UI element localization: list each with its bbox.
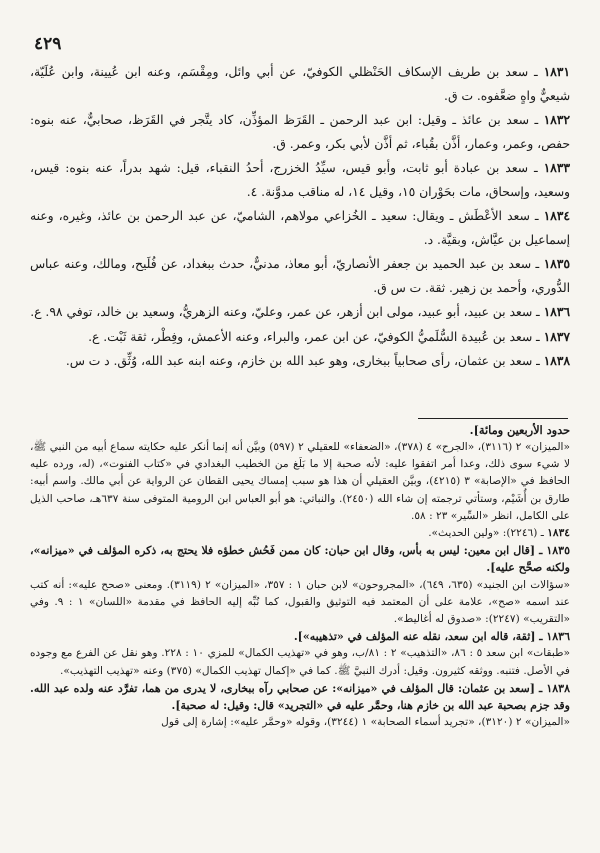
entry-text: ـ سعد بن عُبيدة السُّلَميُّ الكوفيّ، عن ابن عمر، والبراء، وعنه الأعمش، وفِطْر، ثقة ثَبْت. ع.	[88, 329, 544, 344]
entry-number: ١٨٣٢	[543, 112, 570, 127]
footnote-text: ـ [سعد بن عثمان: قال المؤلف في «ميزانه»: عن صحابي رآه ببخارى، لا يدرى من هما، تفرَّد عنه ولده عبد الله. وقد جزم بصحبة عبد الله بن خازم هنا، وحمَّر عليه في «التجريد» قال: وقيل: له صحبة].	[30, 681, 570, 713]
footnote-item	[30, 714, 570, 731]
footnote-number: ١٨٣٥	[546, 544, 570, 558]
footnote-item	[30, 645, 570, 679]
entry-number: ١٨٣٧	[543, 328, 570, 344]
footnote-text: ـ [قال ابن معين: ليس به بأس، وقال ابن حبان: كان ممن فَحُش خطؤه فلا يحتج به، ذكره المؤلف في «ميزانه»، ولكنه صحَّح عليه].	[30, 544, 570, 575]
entry-number: ١٨٣٤	[543, 208, 570, 223]
footnote-divider	[418, 418, 568, 419]
footnote-item	[30, 525, 570, 542]
footnote-heading: حدود الأربعين ومائة].	[469, 423, 570, 437]
entry-text: ـ سعد بن عبيد، أبو عبيد، مولى ابن أزهر، عن عمر، وعليّ، وعنه الزهريُّ، وسعيد بن خالد، توفي ٩٨. ع.	[30, 305, 544, 319]
entry-text: ـ سعد بن عثمان، رأى صحابياً ببخارى، وهو عبد الله بن خازم، وعنه ابنه عبد الله، وُثِّق. د ت س.	[65, 354, 544, 368]
entry-text: ـ سعد بن عائذ ـ وقيل: ابن عبد الرحمن ـ القَرَظ المؤذِّن، كاد يتَّجر في القَرَظ، صحابيٌّ، عنه بنوه: حفص، وعمر، وعمار، أذَّن بقُباء، ثم أذَّن لأبي بكر، وعمر. ق.	[30, 113, 570, 151]
footnote-item	[30, 680, 570, 714]
entry-1834	[30, 204, 570, 252]
entry-text: ـ سعد الأعْطَش ـ ويقال: سعيد ـ الخُزاعي مولاهم، الشاميّ، عن عبد الرحمن بن عائذ، وغيره، وعنه إسماعيل بن عيَّاش، وبقيَّة. د.	[30, 209, 570, 247]
footnote-number: ١٨٣٨	[546, 681, 570, 695]
entry-1836	[30, 300, 570, 325]
entry-number: ١٨٣٨	[543, 353, 570, 368]
entry-1838	[30, 349, 570, 374]
entry-1832	[30, 108, 570, 156]
footnotes	[30, 422, 570, 731]
footnote-item	[30, 542, 570, 576]
entry-number: ١٨٣٥	[543, 256, 570, 271]
footnote-text: «الميزان» ٢ (٣١٢٠)، «تجريد أسماء الصحابة» ١ (٣٢٤٤)، وقوله «وحمَّر عليه»: إشارة إلى قول	[161, 716, 570, 729]
entry-number: ١٨٣٣	[543, 160, 570, 175]
footnote-text: ـ (٢٢٤٦): «ولين الحديث».	[428, 527, 548, 540]
entry-1833	[30, 156, 570, 204]
footnote-number: ١٨٣٤	[547, 527, 570, 540]
entry-number: ١٨٣٦	[543, 304, 570, 319]
entry-1837	[30, 325, 570, 350]
footnote-text: «الميزان» ٢ (٣١١٦)، «الجرح» ٤ (٣٧٨)، «الضعفاء» للعقيلي ٢ (٥٩٧) وبيَّن أنه إنما أنكر عليه حكايته سماع أبيه من النبي ﷺ، لا شيء سوى ذلك، وعدا أمر اتفقوا عليه: لأنه صحبة إلا ما بَلَغ من الخطيب البغدادي في «كتاب الفنوت»، (له، ورده عليه الحافظ في «الإصابة» ٣ (٤٢١٥)، وبيَّن العقيلي أن هذا هو سبب إمساك يحيى القطان عن الرواية عن أبي مالك. واسم أبيه: طارق بن أُشَيْم، وستأتي ترجمته إن شاء الله (٢٤٥٠). والنباتي: هو أبو العباس ابن الرومية المتوفى سنة ٦٣٧هـ، صاحب الذيل على الكامل، انظر «السِّير» ٢٣ : ٥٨.	[30, 441, 570, 522]
footnote-item	[30, 628, 570, 645]
entry-number: ١٨٣١	[543, 64, 570, 79]
main-entries	[30, 60, 570, 374]
entry-1831	[30, 60, 570, 108]
footnote-text: ـ [ثقة، قاله ابن سعد، نقله عنه المؤلف في «تذهيبه»].	[293, 630, 547, 644]
footnote-number: ١٨٣٦	[546, 630, 570, 644]
footnote-text: «سؤالات ابن الجنيد» (٦٣٥، ٦٤٩)، «المجروحون» لابن حبان ١ : ٣٥٧، «الميزان» ٢ (٣١١٩). ومعنى «صحح عليه»: أنه كتب عند اسمه «صح»، علامة على أن المعتمد فيه التوثيق والقبول، كما نُبِّه إليه الحافظ في مقدمة «اللسان» ١ : ٩. وفي «التقريب» (٢٢٤٧): «صدوق له أغاليط».	[30, 578, 570, 626]
entry-1835	[30, 252, 570, 300]
footnote-item	[30, 439, 570, 525]
page-number: ٤٢٩	[34, 34, 62, 54]
footnote-text: «طبقات» ابن سعد ٥ : ٨٦، «التذهيب» ٢ : ٨١/ب، وهو في «تهذيب الكمال» للمزي ١٠ : ٢٢٨. وهو نقل عن الفرع مع وجوده في الأصل. فتنبه. ووثقه كثيرون. وقيل: أدرك النبيَّ ﷺ. كما في «إكمال تهذيب الكمال» (٣٧٥) وعنه «تهذيب التهذيب».	[30, 647, 570, 677]
entry-text: ـ سعد بن طريف الإسكاف الحَنْظلي الكوفيّ، عن أبي وائل، ومِقْسَم، وعنه ابن عُيينة، وابن عُلَيّة، شيعيٌّ واهٍ ضعَّفوه. ت ق.	[30, 65, 570, 103]
footnote-item	[30, 577, 570, 629]
entry-text: ـ سعد بن عبد الحميد بن جعفر الأنصاريّ، أبو معاذ، مدنيٌّ، حدث ببغداد، عن فُلَيح، ومالك، وعنه عباس الدُّوري، وأحمد بن زهير. ثقة. ت س ق.	[30, 257, 570, 295]
entry-text: ـ سعد بن عبادة أبو ثابت، وأبو قيس، سيِّدُ الخزرج، أحدُ النقباء، قيل: شهد بدراً، عنه بنوه: قيس، وسعيد، وإسحاق، مات بحَوْران ١٥، وقيل ١٤، له مناقب مدوَّنة. ٤.	[30, 161, 570, 199]
